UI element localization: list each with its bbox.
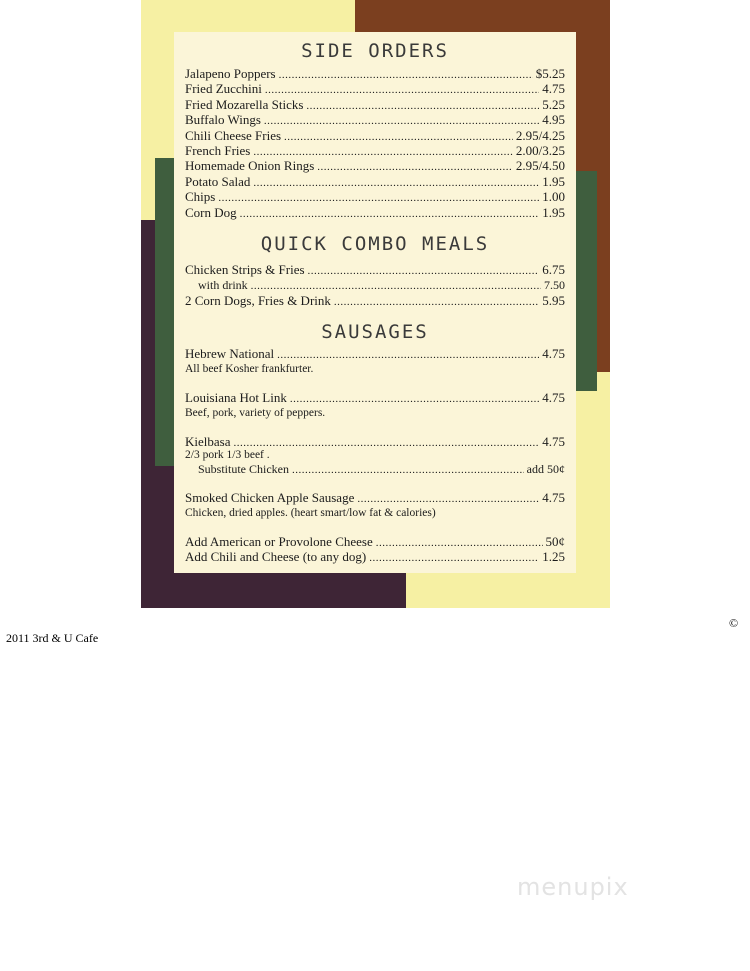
leader-dots [251,278,541,294]
leader-dots [292,462,524,478]
item-price: 2.95/4.50 [515,158,565,173]
copyright-text: 2011 3rd & U Cafe [6,631,99,645]
item-price: 6.75 [542,262,565,277]
menu-item [185,293,565,309]
cream-block-left-mid [141,160,155,220]
menu-item [198,461,565,477]
leader-dots [369,550,539,566]
leader-dots [357,491,539,507]
menu-item [185,81,565,97]
sausages-heading: SAUSAGES [321,321,429,343]
item-name: Hebrew National [185,346,275,361]
item-description: All beef Kosher frankfurter. [185,363,314,375]
menu-item [198,277,565,293]
copyright-symbol: © [729,616,739,630]
combo-meals-heading: QUICK COMBO MEALS [260,233,490,255]
menu-item [185,128,565,144]
menu-item [185,534,565,550]
item-name: Louisiana Hot Link [185,390,287,405]
menu-item [185,549,565,565]
item-name: Smoked Chicken Apple Sausage [185,490,355,505]
leader-dots [334,294,539,310]
item-name: Fried Zucchini [185,81,262,96]
item-price: 4.75 [542,434,565,449]
menu-item [185,490,565,506]
menu-item [185,158,565,174]
side-orders-heading: SIDE ORDERS [301,40,449,62]
item-price: 5.25 [542,97,565,112]
item-name: Add Chili and Cheese (to any dog) [185,549,367,564]
item-name: Chips [185,189,216,204]
item-price: 1.00 [542,189,565,204]
item-name: Chicken Strips & Fries [185,262,305,277]
leader-dots [265,82,539,98]
item-price: 7.50 [544,278,565,292]
menu-item [185,143,565,159]
item-name: Chili Cheese Fries [185,128,282,143]
item-price: 50¢ [545,534,565,549]
item-name: Jalapeno Poppers [185,66,276,81]
menu-item [185,112,565,128]
item-description: Beef, pork, variety of peppers. [185,407,326,419]
item-price: 4.75 [542,346,565,361]
item-price: $5.25 [535,66,565,81]
item-price: 4.75 [542,490,565,505]
item-price: 1.95 [542,174,565,189]
item-price: 2.00/3.25 [515,143,565,158]
item-name: Add American or Provolone Cheese [185,534,373,549]
item-name: Potato Salad [185,174,251,189]
menu-item [185,390,565,406]
item-name: Buffalo Wings [185,112,261,127]
leader-dots [277,347,539,363]
leader-dots [218,190,539,206]
item-name: with drink [198,278,248,292]
item-name: Kielbasa [185,434,231,449]
item-price: 4.75 [542,81,565,96]
leader-dots [240,206,540,222]
menu-item [185,189,565,205]
item-price: 2.95/4.25 [515,128,565,143]
item-name: Substitute Chicken [198,462,289,476]
menu-item [185,205,565,221]
item-description: 2/3 pork 1/3 beef . [185,449,270,461]
item-name: Corn Dog [185,205,237,220]
item-description: Chicken, dried apples. (heart smart/low fat & calories) [185,507,436,519]
leader-dots [317,159,513,175]
leader-dots [290,391,539,407]
menu-item [185,262,565,278]
item-price: 1.95 [542,205,565,220]
menu-item [185,346,565,362]
item-name: Homemade Onion Rings [185,158,315,173]
menu-item [185,97,565,113]
item-price: 4.95 [542,112,565,127]
item-name: 2 Corn Dogs, Fries & Drink [185,293,331,308]
item-price: 4.75 [542,390,565,405]
item-price: 1.25 [542,549,565,564]
leader-dots [233,435,539,451]
watermark-logo: menupix [517,873,629,901]
menu-item [185,66,565,82]
menu-item [185,174,565,190]
item-price: add 50¢ [526,462,565,476]
menu-panel [174,32,576,573]
item-name: Fried Mozarella Sticks [185,97,304,112]
leader-dots [264,113,539,129]
item-name: French Fries [185,143,251,158]
item-price: 5.95 [542,293,565,308]
